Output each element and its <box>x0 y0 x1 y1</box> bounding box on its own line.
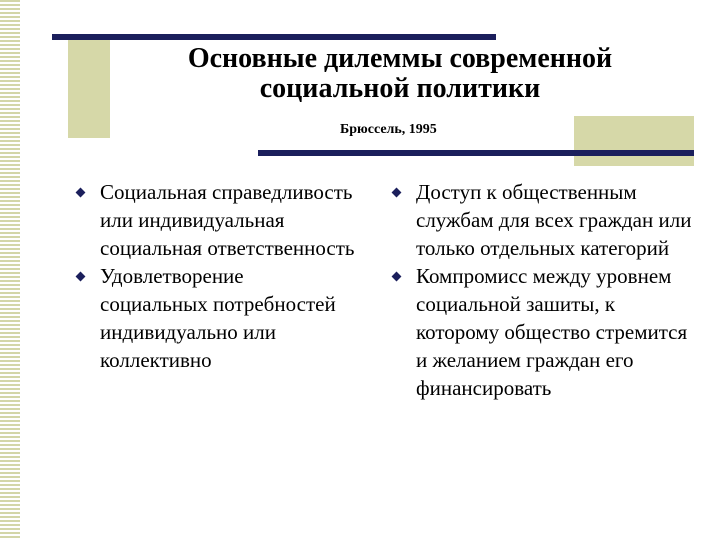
diamond-bullet-icon <box>76 188 86 198</box>
bullet-item <box>392 178 692 262</box>
decorative-stripes <box>0 0 20 540</box>
slide-title-line-1: Основные дилеммы современной <box>187 43 613 74</box>
title-top-bar <box>52 34 496 40</box>
decorative-block-left <box>68 38 110 138</box>
slide-title <box>110 44 690 104</box>
left-bullet-list <box>76 178 356 374</box>
slide-title-line-2: социальной политики <box>259 73 541 104</box>
diamond-bullet-icon <box>76 272 86 282</box>
bullet-text: Компромисс между уровнем социальной зашиты, к которому общество стремится и желанием граждан его финансировать <box>416 264 688 400</box>
diamond-bullet-icon <box>392 188 402 198</box>
bullet-item <box>76 178 356 262</box>
diamond-bullet-icon <box>392 272 402 282</box>
bullet-text: Удовлетворение социальных потребностей индивидуально или коллективно <box>100 264 336 372</box>
bullet-item <box>392 262 692 402</box>
bullet-text: Доступ к общественным службам для всех граждан или только отдельных категорий <box>416 180 692 260</box>
title-bottom-bar <box>258 150 694 156</box>
bullet-item <box>76 262 356 374</box>
slide-subtitle: Брюссель, 1995 <box>340 122 437 137</box>
bullet-text: Социальная справедливость или индивидуальная социальная ответственность <box>100 180 355 260</box>
decorative-block-right <box>574 116 694 166</box>
right-bullet-list <box>392 178 692 402</box>
